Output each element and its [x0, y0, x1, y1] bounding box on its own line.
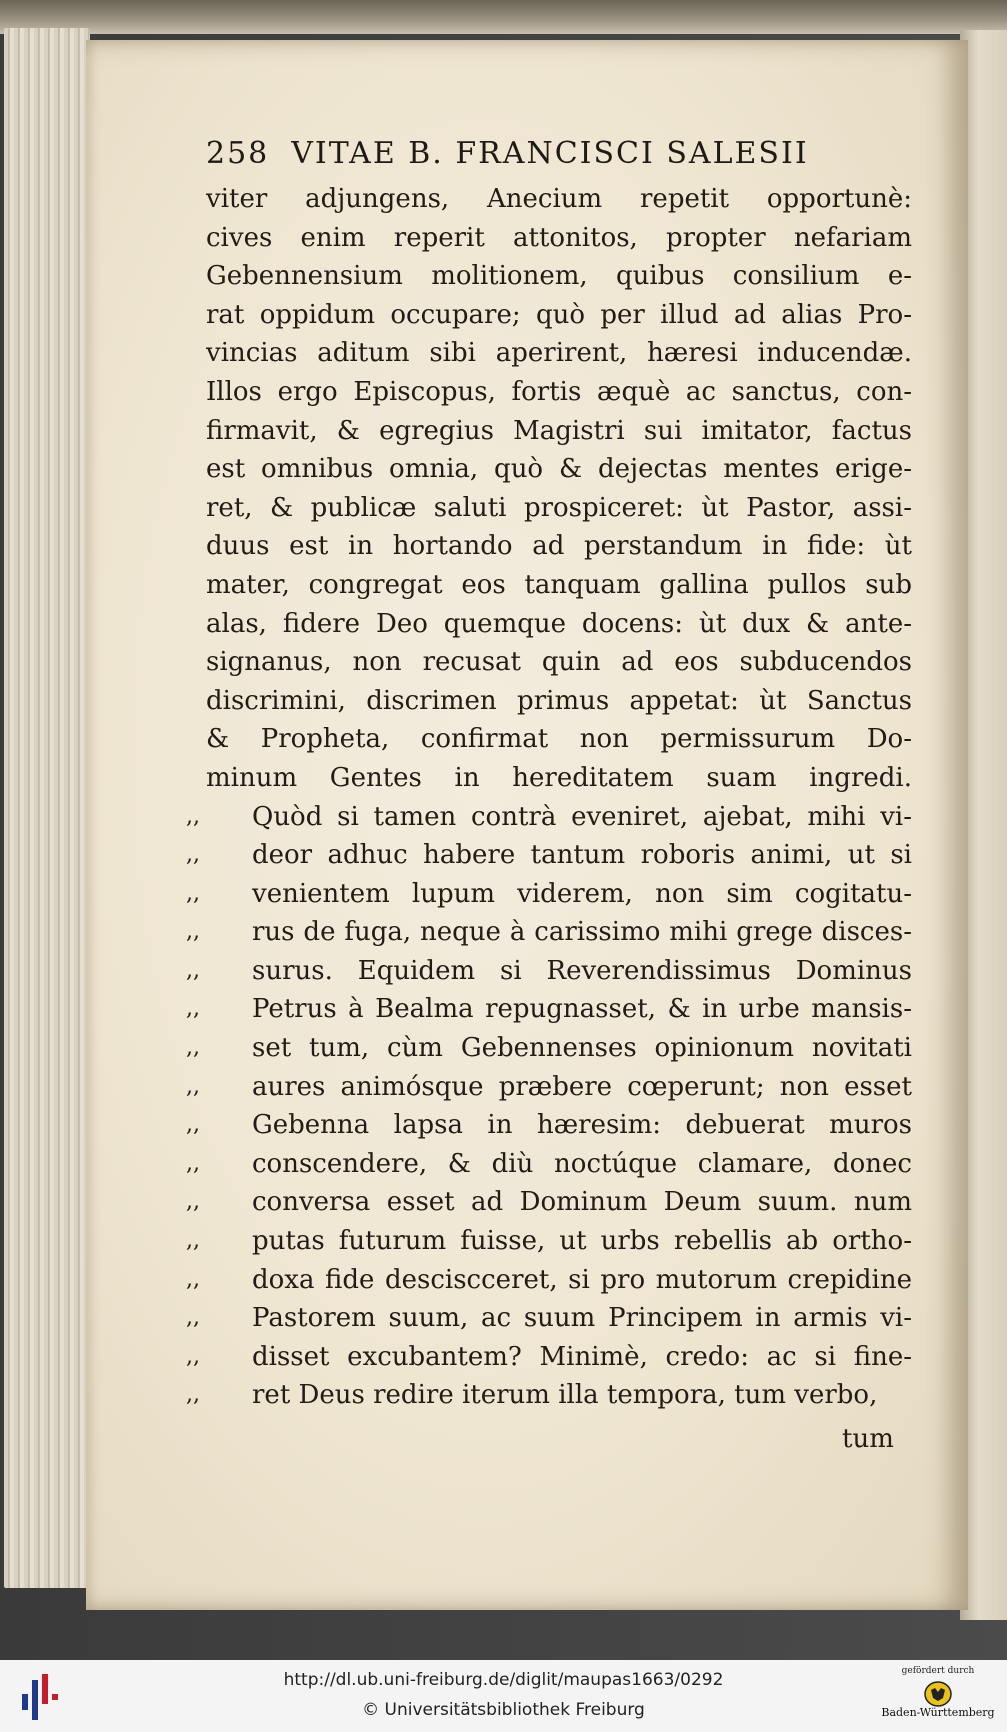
quotation-mark: ,,: [186, 996, 200, 1022]
text-line-content: est omnibus omnia, quò & dejectas mentes erige-: [206, 454, 912, 485]
text-line-content: conscendere, & diù noctúque clamare, donec: [252, 1148, 912, 1179]
text-line-content: venientem lupum viderem, non sim cogitatu-: [252, 878, 912, 909]
text-line-content: conversa esset ad Dominum Deum suum. num: [252, 1187, 912, 1218]
text-line-content: viter adjungens, Anecium repetit opportunè:: [206, 184, 912, 214]
text-line: [186, 1299, 912, 1338]
quotation-mark: ,,: [186, 803, 200, 829]
text-line-content: cives enim reperit attonitos, propter nefariam: [206, 222, 912, 253]
text-line: [206, 219, 912, 258]
text-line-content: doxa fide desciscceret, si pro mutorum crepidine: [252, 1264, 912, 1295]
text-line-content: Pastorem suum, ac suum Principem in armis vi-: [252, 1303, 912, 1334]
text-line: [206, 489, 912, 528]
text-line: [186, 1145, 912, 1184]
quotation-mark: ,,: [186, 1343, 200, 1369]
text-line: [206, 180, 912, 219]
text-line-content: Illos ergo Episcopus, fortis æquè ac sanctus, con-: [206, 376, 912, 407]
text-line-content: vincias aditum sibi aperirent, hæresi inducendæ.: [206, 338, 912, 369]
text-line-content: mater, congregat eos tanquam gallina pullos sub: [206, 569, 912, 600]
page-stack-edge: [4, 28, 90, 1588]
text-line: [206, 605, 912, 644]
quotation-mark: ,,: [186, 1035, 200, 1061]
text-line-content: rat oppidum occupare; quò per illud ad alias Pro-: [206, 299, 912, 330]
text-line-content: aures animósque præbere cœperunt; non esset: [252, 1071, 912, 1102]
quotation-mark: ,,: [186, 1228, 200, 1254]
text-line-content: duus est in hortando ad perstandum in fide: ùt: [206, 531, 912, 562]
running-head-title: VITAE B. FRANCISCI SALESII: [291, 136, 809, 171]
quotation-mark: ,,: [186, 957, 200, 983]
viewer-footer: [0, 1660, 1007, 1732]
text-line-content: deor adhuc habere tantum roboris animi, ut si: [252, 840, 912, 871]
text-line-content: ret Deus redire iterum illa tempora, tum verbo,: [252, 1380, 878, 1411]
text-line-content: disset excubantem? Minimè, credo: ac si fine-: [252, 1341, 912, 1372]
text-line: [186, 836, 912, 875]
quotation-mark: ,,: [186, 1382, 200, 1408]
text-line-content: ret, & publicæ saluti prospiceret: ùt Pastor, assi-: [206, 492, 912, 523]
text-line: [206, 412, 912, 451]
quotation-mark: ,,: [186, 1266, 200, 1292]
text-line-content: Gebennensium molitionem, quibus consilium e-: [206, 261, 912, 292]
document-url-link[interactable]: http://dl.ub.uni-freiburg.de/diglit/maupas1663/0292: [283, 1670, 724, 1690]
quotation-mark: ,,: [186, 919, 200, 945]
text-line: [186, 875, 912, 914]
text-line: [186, 798, 912, 837]
text-line: [186, 1106, 912, 1145]
text-line: [206, 643, 912, 682]
quotation-mark: ,,: [186, 1073, 200, 1099]
book-top-edge: [0, 0, 1007, 34]
text-line-content: rus de fuga, neque à carissimo mihi grege disces-: [252, 917, 912, 948]
quotation-mark: ,,: [186, 842, 200, 868]
text-line-content: signanus, non recusat quin ad eos subducendos: [206, 647, 912, 678]
text-line: [186, 1222, 912, 1261]
text-line-content: minum Gentes in hereditatem suam ingredi.: [206, 762, 912, 793]
text-line: [186, 1338, 912, 1377]
text-line-content: Gebenna lapsa in hæresim: debuerat muros: [252, 1110, 912, 1141]
text-line-content: discrimini, discrimen primus appetat: ùt Sanctus: [206, 685, 912, 716]
quotation-mark: ,,: [186, 1150, 200, 1176]
text-line: [186, 913, 912, 952]
text-line: [206, 759, 912, 798]
text-line: [186, 1183, 912, 1222]
text-line: [186, 1068, 912, 1107]
text-line: [186, 1029, 912, 1068]
body-text: [186, 180, 912, 1415]
catchword: tum: [842, 1424, 894, 1454]
quotation-mark: ,,: [186, 1112, 200, 1138]
page-number: 258: [206, 136, 270, 171]
copyright-text: © Universitätsbibliothek Freiburg: [362, 1700, 645, 1720]
text-line: [206, 296, 912, 335]
sponsor-top-text: gefördert durch: [901, 1666, 975, 1676]
sponsor-bottom-text: Baden-Württemberg: [881, 1706, 995, 1719]
running-head: [206, 136, 906, 184]
text-line-content: Quòd si tamen contrà eveniret, ajebat, mihi vi-: [252, 801, 912, 832]
quotation-mark: ,,: [186, 1189, 200, 1215]
text-line-content: Petrus à Bealma repugnasset, & in urbe mansis-: [252, 994, 912, 1025]
text-line: [186, 952, 912, 991]
text-line-content: putas futurum fuisse, ut urbs rebellis ab ortho-: [252, 1226, 912, 1257]
text-line: [206, 257, 912, 296]
text-line: [206, 373, 912, 412]
text-line: [186, 1261, 912, 1300]
text-line-content: alas, fidere Deo quemque docens: ùt dux & ante-: [206, 608, 912, 639]
quotation-mark: ,,: [186, 1305, 200, 1331]
text-line-content: firmavit, & egregius Magistri sui imitator, factus: [206, 415, 912, 446]
text-line: [206, 334, 912, 373]
text-line: [206, 527, 912, 566]
sponsor-logo[interactable]: [876, 1666, 1000, 1728]
text-line-content: & Propheta, confirmat non permissurum Do-: [206, 724, 912, 755]
text-line: [206, 566, 912, 605]
text-line: [206, 720, 912, 759]
coat-of-arms-icon: [924, 1680, 952, 1708]
text-line: [206, 682, 912, 721]
quotation-mark: ,,: [186, 880, 200, 906]
text-line: [186, 1376, 912, 1415]
text-line: [206, 450, 912, 489]
text-line-content: set tum, cùm Gebennenses opinionum novitati: [252, 1033, 912, 1064]
text-line: [186, 990, 912, 1029]
text-line-content: surus. Equidem si Reverendissimus Dominus: [252, 955, 912, 986]
